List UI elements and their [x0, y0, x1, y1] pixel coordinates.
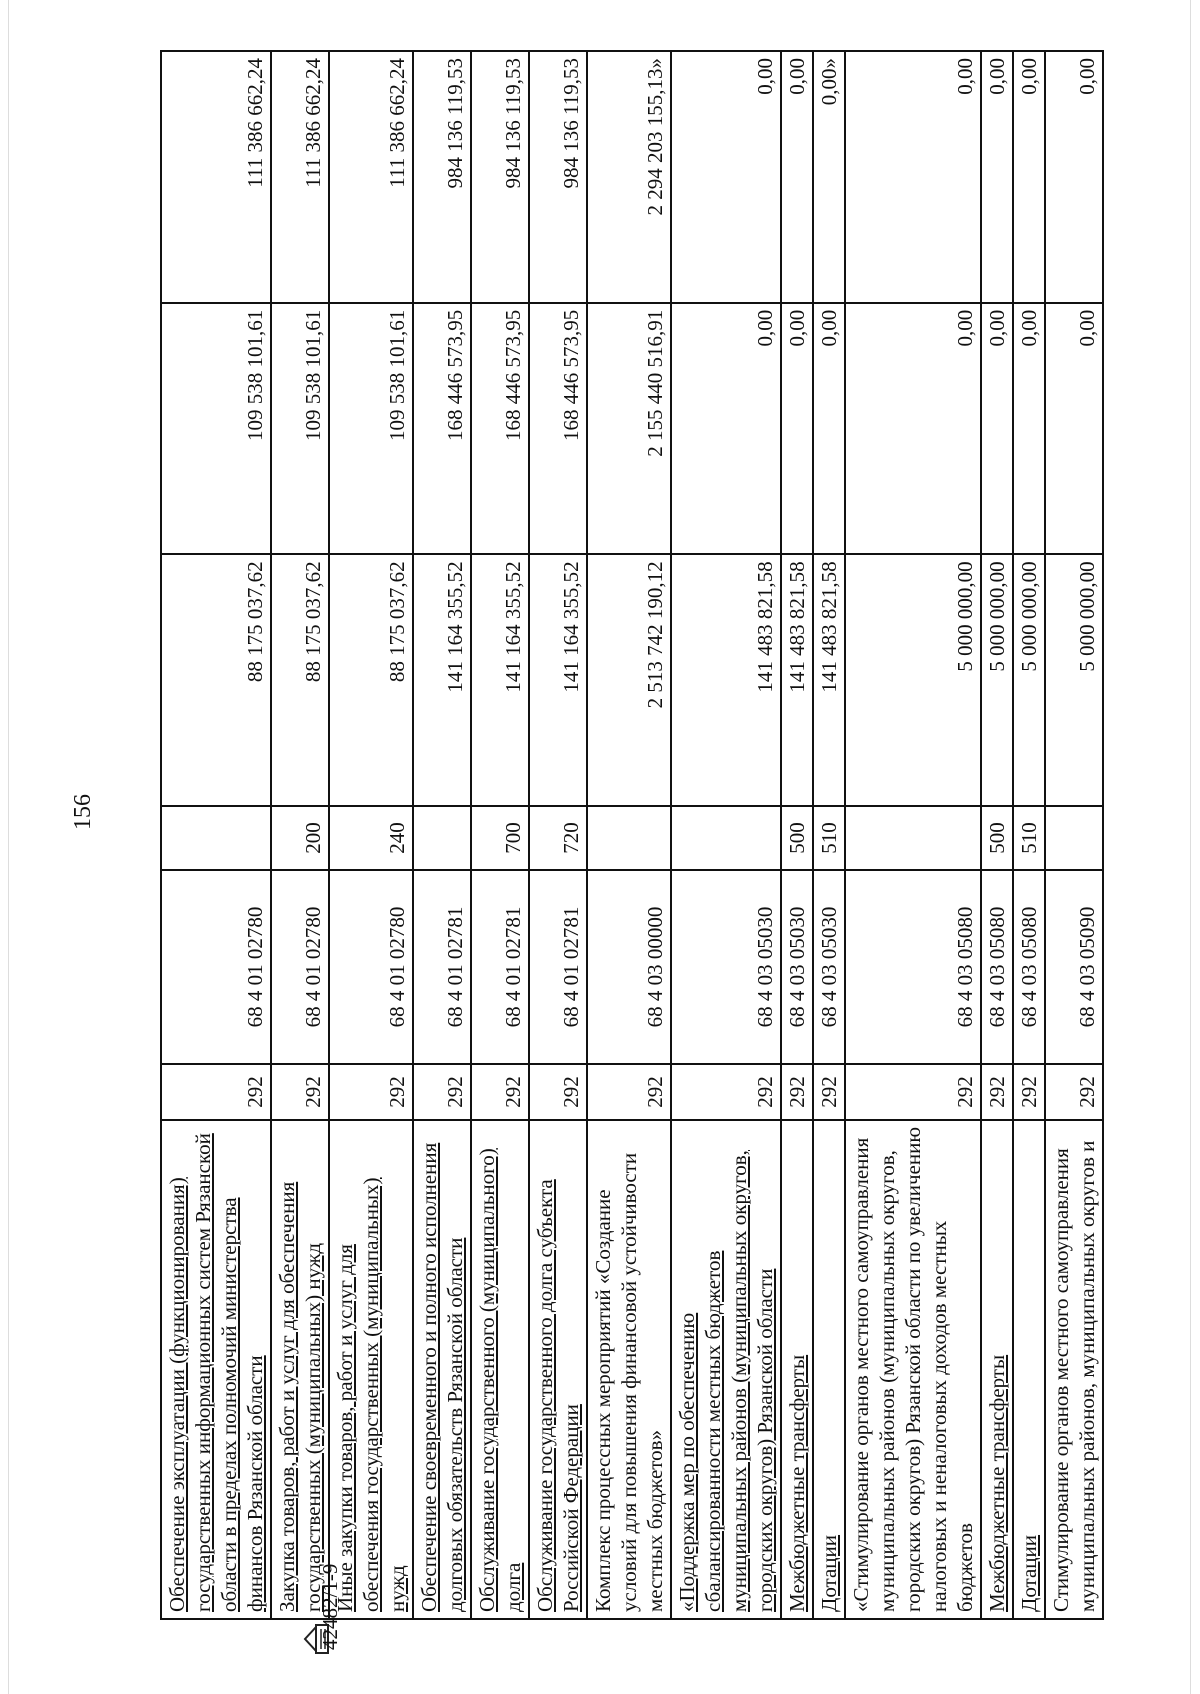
table-row	[1045, 51, 1103, 1619]
row-code-csr-cell: 68 4 03 05030	[781, 870, 813, 1064]
row-amount-3-cell: 984 136 119,53	[529, 51, 587, 303]
row-amount-3-cell: 111 386 662,24	[161, 51, 271, 303]
row-name-cell: Стимулирование органов местного самоуправления муниципальных районов, муниципальных округов и	[1045, 1120, 1103, 1619]
row-amount-2-cell: 109 538 101,61	[271, 303, 329, 555]
table-row	[671, 51, 781, 1619]
row-code-gr-cell: 292	[813, 1064, 845, 1120]
row-code-gr-cell: 292	[329, 1064, 413, 1120]
row-amount-3-cell: 2 294 203 155,13»	[587, 51, 671, 303]
row-amount-3-cell: 984 136 119,53	[413, 51, 471, 303]
table-row	[413, 51, 471, 1619]
row-amount-1-cell: 5 000 000,00	[981, 554, 1013, 806]
row-amount-1-cell: 88 175 037,62	[161, 554, 271, 806]
row-amount-1-cell: 141 483 821,58	[781, 554, 813, 806]
row-code-gr-cell: 292	[413, 1064, 471, 1120]
row-name-cell: Межбюджетные трансферты	[981, 1120, 1013, 1619]
row-amount-2-cell: 109 538 101,61	[161, 303, 271, 555]
row-name-cell: Закупка товаров, работ и услуг для обеспечения государственных (муниципальных) нужд	[271, 1120, 329, 1619]
row-code-gr-cell: 292	[271, 1064, 329, 1120]
row-amount-3-cell: 111 386 662,24	[271, 51, 329, 303]
row-code-vr-cell: 200	[271, 806, 329, 870]
table-row	[981, 51, 1013, 1619]
row-amount-1-cell: 5 000 000,00	[1045, 554, 1103, 806]
row-amount-1-cell: 88 175 037,62	[329, 554, 413, 806]
row-amount-3-cell: 0,00	[845, 51, 981, 303]
row-amount-1-cell: 88 175 037,62	[271, 554, 329, 806]
row-amount-1-cell: 141 164 355,52	[529, 554, 587, 806]
table-row	[271, 51, 329, 1619]
row-code-vr-cell: 720	[529, 806, 587, 870]
row-amount-2-cell: 0,00	[1045, 303, 1103, 555]
row-code-gr-cell: 292	[981, 1064, 1013, 1120]
row-name-cell: Обеспечение эксплуатации (функционирования) государственных информационных систем Рязанской области в пределах полномочий министерства финансов Рязанской области	[161, 1120, 271, 1619]
row-amount-2-cell: 2 155 440 516,91	[587, 303, 671, 555]
row-amount-3-cell: 0,00	[671, 51, 781, 303]
row-amount-2-cell: 0,00	[981, 303, 1013, 555]
row-code-gr-cell: 292	[1045, 1064, 1103, 1120]
row-amount-3-cell: 0,00»	[813, 51, 845, 303]
row-amount-2-cell: 168 446 573,95	[471, 303, 529, 555]
row-code-gr-cell: 292	[671, 1064, 781, 1120]
row-amount-1-cell: 5 000 000,00	[845, 554, 981, 806]
row-name-cell: «Поддержка мер по обеспечению сбалансированности местных бюджетов муниципальных районов (муниципальных округов, городских округов) Рязанской области	[671, 1120, 781, 1619]
row-amount-1-cell: 5 000 000,00	[1013, 554, 1045, 806]
scan-edge-line	[8, 0, 9, 1694]
row-code-vr-cell: 700	[471, 806, 529, 870]
row-amount-3-cell: 111 386 662,24	[329, 51, 413, 303]
row-code-csr-cell: 68 4 03 05080	[981, 870, 1013, 1064]
table-row	[329, 51, 413, 1619]
row-name-cell: Иные закупки товаров, работ и услуг для обеспечения государственных (муниципальных) нужд	[329, 1120, 413, 1619]
budget-table-body	[161, 51, 1103, 1619]
table-row	[813, 51, 845, 1619]
row-code-gr-cell: 292	[529, 1064, 587, 1120]
row-code-vr-cell: 500	[981, 806, 1013, 870]
row-amount-2-cell: 0,00	[1013, 303, 1045, 555]
row-amount-3-cell: 0,00	[1013, 51, 1045, 303]
row-name-cell: Дотации	[813, 1120, 845, 1619]
table-row	[845, 51, 981, 1619]
row-code-gr-cell: 292	[587, 1064, 671, 1120]
row-amount-2-cell: 0,00	[845, 303, 981, 555]
row-amount-1-cell: 2 513 742 190,12	[587, 554, 671, 806]
row-code-gr-cell: 292	[1013, 1064, 1045, 1120]
row-code-csr-cell: 68 4 01 02780	[271, 870, 329, 1064]
row-amount-1-cell: 141 483 821,58	[671, 554, 781, 806]
row-amount-1-cell: 141 164 355,52	[413, 554, 471, 806]
row-code-csr-cell: 68 4 03 00000	[587, 870, 671, 1064]
row-amount-3-cell: 0,00	[981, 51, 1013, 303]
table-row	[471, 51, 529, 1619]
row-code-gr-cell: 292	[471, 1064, 529, 1120]
table-row	[587, 51, 671, 1619]
row-code-csr-cell: 68 4 03 05030	[813, 870, 845, 1064]
row-code-gr-cell: 292	[781, 1064, 813, 1120]
row-code-csr-cell: 68 4 01 02781	[413, 870, 471, 1064]
row-amount-1-cell: 141 483 821,58	[813, 554, 845, 806]
row-code-vr-cell	[587, 806, 671, 870]
row-amount-2-cell: 0,00	[671, 303, 781, 555]
row-name-cell: Обеспечение своевременного и полного исполнения долговых обязательств Рязанской области	[413, 1120, 471, 1619]
row-code-vr-cell	[161, 806, 271, 870]
row-code-csr-cell: 68 4 01 02781	[471, 870, 529, 1064]
row-amount-2-cell: 0,00	[781, 303, 813, 555]
row-amount-3-cell: 0,00	[781, 51, 813, 303]
row-amount-2-cell: 168 446 573,95	[413, 303, 471, 555]
row-code-csr-cell: 68 4 01 02781	[529, 870, 587, 1064]
row-code-gr-cell: 292	[161, 1064, 271, 1120]
scan-edge-line	[1190, 0, 1191, 1694]
row-code-vr-cell	[845, 806, 981, 870]
table-row	[529, 51, 587, 1619]
row-code-csr-cell: 68 4 01 02780	[329, 870, 413, 1064]
row-amount-3-cell: 0,00	[1045, 51, 1103, 303]
budget-table-container	[160, 50, 1099, 1620]
row-code-vr-cell: 510	[1013, 806, 1045, 870]
row-name-cell: «Стимулирование органов местного самоуправления муниципальных районов (муниципальных округов, городских округов) Рязанской области по увеличению налоговых и неналоговых доходов местных бюджетов	[845, 1120, 981, 1619]
row-code-vr-cell	[413, 806, 471, 870]
table-row	[1013, 51, 1045, 1619]
row-code-csr-cell: 68 4 03 05030	[671, 870, 781, 1064]
document-code: 42482/1-9	[318, 1563, 342, 1650]
row-code-csr-cell: 68 4 03 05090	[1045, 870, 1103, 1064]
row-amount-3-cell: 984 136 119,53	[471, 51, 529, 303]
row-name-cell: Обслуживание государственного долга субъекта Российской Федерации	[529, 1120, 587, 1619]
row-code-vr-cell	[671, 806, 781, 870]
row-name-cell: Дотации	[1013, 1120, 1045, 1619]
row-code-csr-cell: 68 4 03 05080	[845, 870, 981, 1064]
row-amount-2-cell: 0,00	[813, 303, 845, 555]
row-amount-2-cell: 168 446 573,95	[529, 303, 587, 555]
row-code-csr-cell: 68 4 03 05080	[1013, 870, 1045, 1064]
row-code-vr-cell	[1045, 806, 1103, 870]
row-name-cell: Комплекс процессных мероприятий «Создание условий для повышения финансовой устойчивости местных бюджетов»	[587, 1120, 671, 1619]
page-number: 156	[70, 794, 96, 830]
row-code-vr-cell: 500	[781, 806, 813, 870]
row-amount-2-cell: 109 538 101,61	[329, 303, 413, 555]
table-row	[161, 51, 271, 1619]
row-name-cell: Обслуживание государственного (муниципального) долга	[471, 1120, 529, 1619]
row-code-gr-cell: 292	[845, 1064, 981, 1120]
row-amount-1-cell: 141 164 355,52	[471, 554, 529, 806]
row-code-vr-cell: 510	[813, 806, 845, 870]
row-name-cell: Межбюджетные трансферты	[781, 1120, 813, 1619]
row-code-vr-cell: 240	[329, 806, 413, 870]
table-row	[781, 51, 813, 1619]
row-code-csr-cell: 68 4 01 02780	[161, 870, 271, 1064]
budget-table	[160, 50, 1104, 1620]
